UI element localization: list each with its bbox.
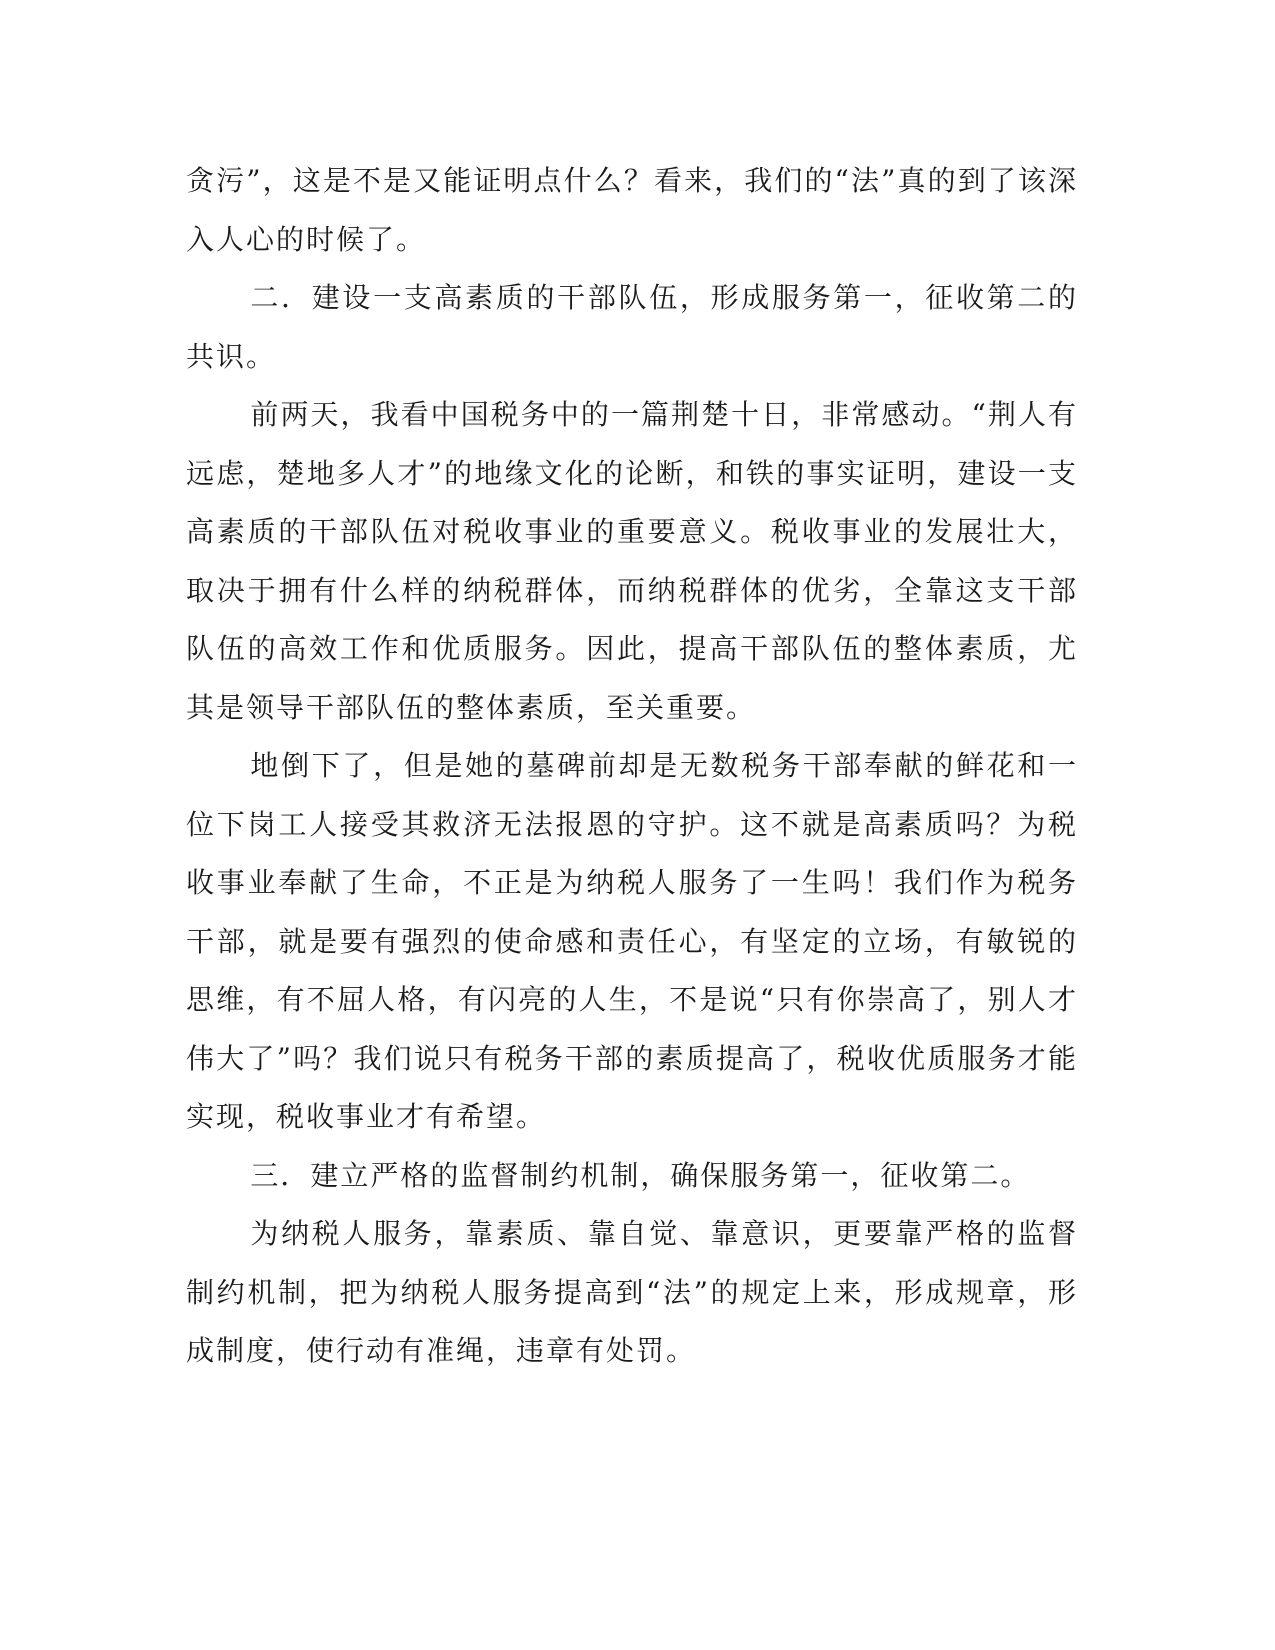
paragraph-jingchu: 前两天，我看中国税务中的一篇荆楚十日，非常感动。“荆人有远虑，楚地多人才”的地缘文化的论断，和铁的事实证明，建设一支高素质的干部队伍对税收事业的重要意义。税收事业的发展壮大，取决于拥有什么样的纳税群体，而纳税群体的优劣，全靠这支干部队伍的高效工作和优质服务。因此，提高干部队伍的整体素质，尤其是领导干部队伍的整体素质，至关重要。 — [186, 398, 1078, 724]
section-heading-two: 二．建设一支高素质的干部队伍，形成服务第一，征收第二的共识。 — [186, 281, 1078, 373]
section-heading-three: 三．建立严格的监督制约机制，确保服务第一，征收第二。 — [250, 1158, 1031, 1192]
paragraph-continuation: 贪污”，这是不是又能证明点什么？看来，我们的“法”真的到了该深入人心的时候了。 — [186, 164, 1078, 256]
body-text — [186, 152, 1078, 1381]
paragraph-tombstone: 地倒下了，但是她的墓碑前却是无数税务干部奉献的鲜花和一位下岗工人接受其救济无法报恩的守护。这不就是高素质吗？为税收事业奉献了生命，不正是为纳税人服务了一生吗！我们作为税务干部，就是要有强烈的使命感和责任心，有坚定的立场，有敏锐的思维，有不屈人格，有闪亮的人生，不是说“只有你崇高了，别人才伟大了”吗？我们说只有税务干部的素质提高了，税收优质服务才能实现，税收事业才有希望。 — [186, 749, 1078, 1133]
paragraph-supervision: 为纳税人服务，靠素质、靠自觉、靠意识，更要靠严格的监督制约机制，把为纳税人服务提高到“法”的规定上来，形成规章，形成制度，使行动有准绳，违章有处罚。 — [186, 1217, 1078, 1367]
